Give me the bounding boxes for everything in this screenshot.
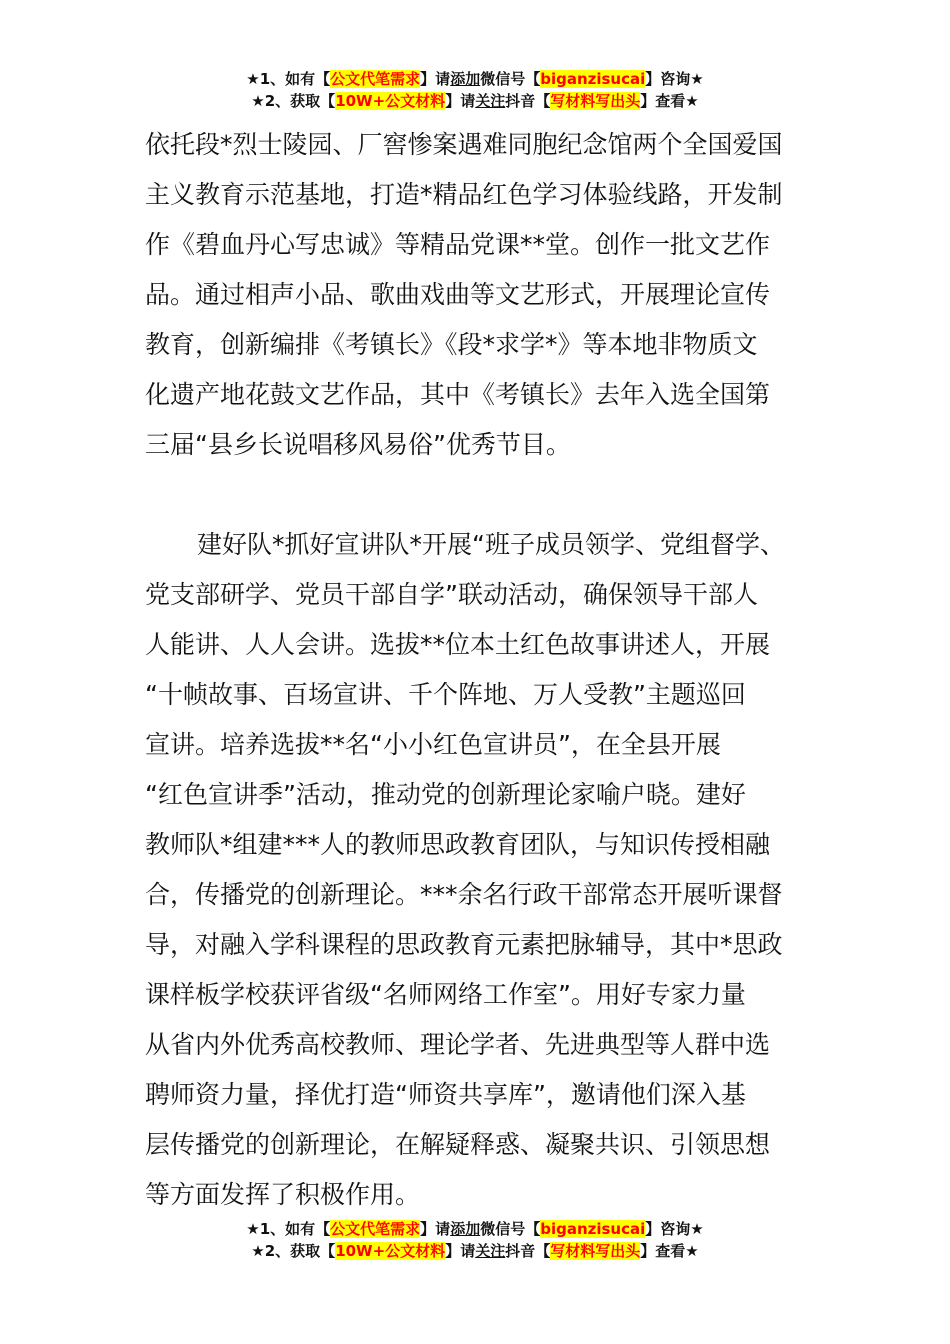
banner-text: 】查看★ [640,92,699,110]
banner-highlight-douyin: 写材料写出头 [550,92,641,110]
banner-text: 】请 [445,92,476,110]
paragraph-line: 宣讲。培养选拔**名“小小红色宣讲员”，在全县开展 [145,730,721,759]
banner-underlined-text: 关注 [475,92,506,110]
banner-text: 】咨询★ [645,1220,704,1238]
paragraph-line: 教师队*组建***人的教师思政教育团队，与知识传授相融 [145,830,771,859]
banner-highlight-wechat-id: biganzisucai [540,70,646,88]
header-banner [0,68,950,112]
banner-underlined-text: 关注 [475,1242,506,1260]
banner-text: ★2、获取【 [251,92,336,110]
footer-banner [0,1218,950,1262]
paragraph-line: 导，对融入学科课程的思政教育元素把脉辅导，其中*思政 [145,930,783,959]
paragraph-1 [145,120,820,470]
paragraph-line: 等方面发挥了积极作用。 [145,1180,421,1209]
banner-line-2 [0,90,950,112]
paragraph-line: 合，传播党的创新理论。***余名行政干部常态开展听课督 [145,880,783,909]
banner-line-2 [0,1240,950,1262]
banner-underlined-text: 添加 [450,70,481,88]
paragraph-line: “十帧故事、百场宣讲、千个阵地、万人受教”主题巡回 [145,680,746,709]
paragraph-2 [145,520,820,1220]
banner-text: 抖音【 [505,1242,551,1260]
paragraph-line: 党支部研学、党员干部自学”联动活动，确保领导干部人 [145,580,758,609]
paragraph-line: “红色宣讲季”活动，推动党的创新理论家喻户晓。建好 [145,780,746,809]
banner-text: 】请 [445,1242,476,1260]
banner-highlight-materials: 10W+公文材料 [335,92,446,110]
banner-text: ★2、获取【 [251,1242,336,1260]
banner-highlight-douyin: 写材料写出头 [550,1242,641,1260]
banner-line-1 [0,68,950,90]
paragraph-line: 依托段*烈士陵园、厂窖惨案遇难同胞纪念馆两个全国爱国 [145,130,783,159]
paragraph-line: 教育，创新编排《考镇长》《段*求学*》等本地非物质文 [145,330,758,359]
paragraph-line: 课样板学校获评省级“名师网络工作室”。用好专家力量 [145,980,746,1009]
banner-highlight-service: 公文代笔需求 [330,70,421,88]
paragraph-line: 从省内外优秀高校教师、理论学者、先进典型等人群中选 [145,1030,771,1059]
banner-highlight-materials: 10W+公文材料 [335,1242,446,1260]
paragraph-line: 层传播党的创新理论，在解疑释惑、凝聚共识、引领思想 [145,1130,771,1159]
banner-text: 】查看★ [640,1242,699,1260]
paragraph-line: 作《碧血丹心写忠诚》等精品党课**堂。创作一批文艺作 [145,230,771,259]
banner-text: ★1、如有【 [246,70,331,88]
paragraph-line: 聘师资力量，择优打造“师资共享库”，邀请他们深入基 [145,1080,746,1109]
banner-highlight-service: 公文代笔需求 [330,1220,421,1238]
banner-text: 】咨询★ [645,70,704,88]
banner-underlined-text: 添加 [450,1220,481,1238]
paragraph-line: 化遗产地花鼓文艺作品，其中《考镇长》去年入选全国第 [145,380,771,409]
paragraph-line: 主义教育示范基地，打造*精品红色学习体验线路，开发制 [145,180,783,209]
banner-text: 微信号【 [480,1220,541,1238]
banner-text: ★1、如有【 [246,1220,331,1238]
banner-text: 微信号【 [480,70,541,88]
banner-text: 抖音【 [505,92,551,110]
banner-highlight-wechat-id: biganzisucai [540,1220,646,1238]
banner-text: 】请 [420,1220,451,1238]
paragraph-line: 建好队*抓好宣讲队*开展“班子成员领学、党组督学、 [197,530,785,559]
paragraph-line: 三届“县乡长说唱移风易俗”优秀节目。 [145,430,571,459]
paragraph-line: 人能讲、人人会讲。选拔**位本土红色故事讲述人，开展 [145,630,771,659]
banner-line-1 [0,1218,950,1240]
paragraph-line: 品。通过相声小品、歌曲戏曲等文艺形式，开展理论宣传 [145,280,771,309]
banner-text: 】请 [420,70,451,88]
